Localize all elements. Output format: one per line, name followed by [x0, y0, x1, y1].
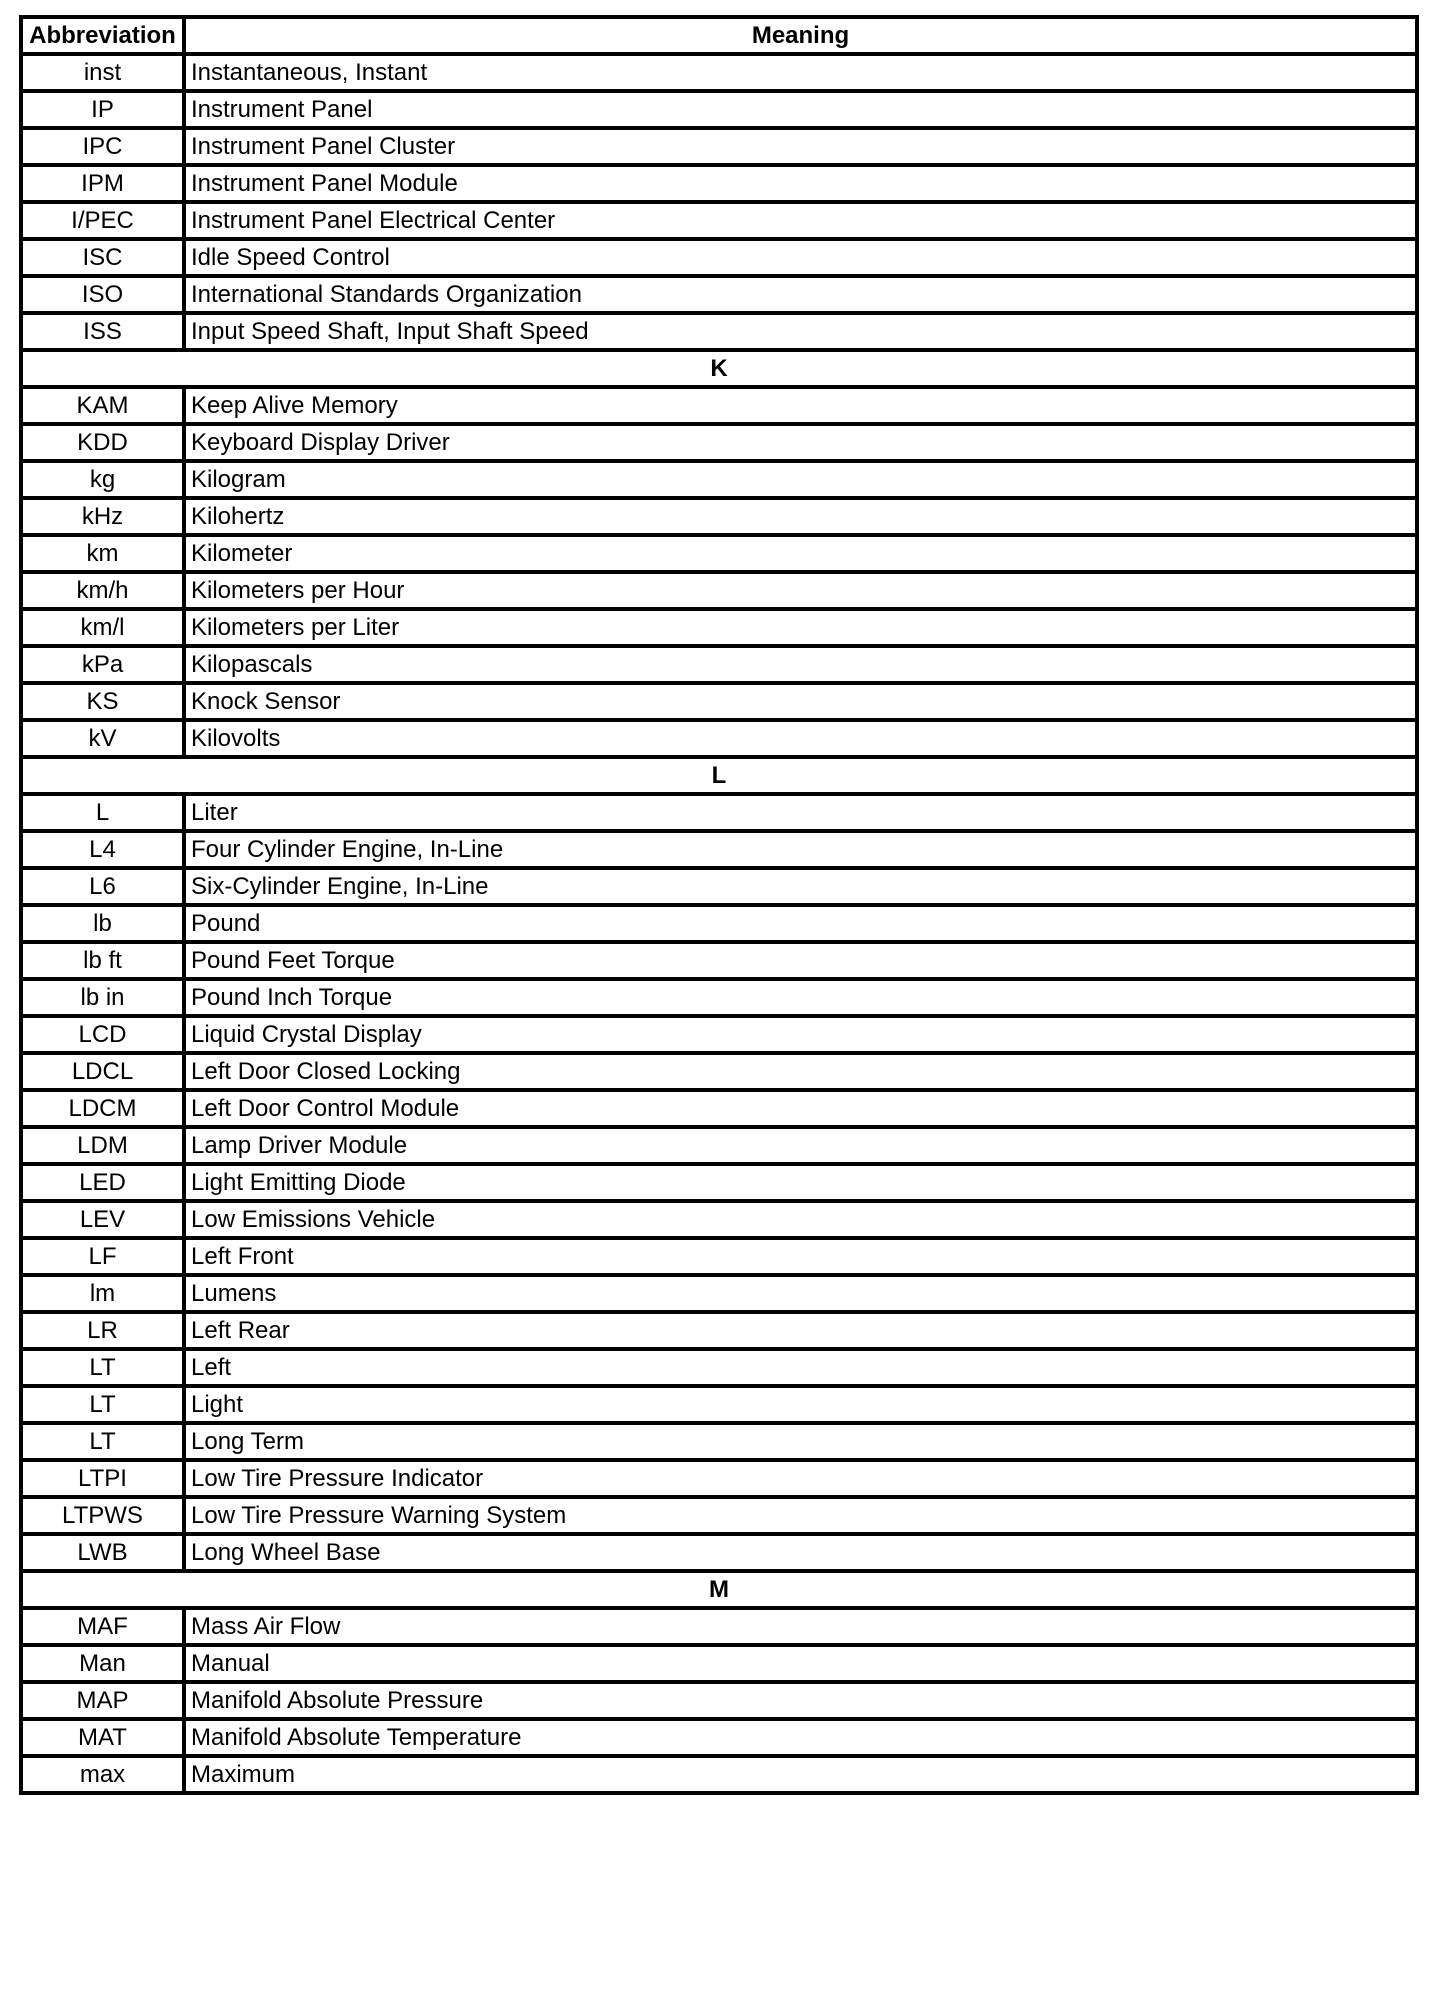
abbreviation-cell: inst [21, 54, 184, 91]
meaning-cell: Maximum [184, 1756, 1417, 1793]
abbreviation-cell: LTPI [21, 1460, 184, 1497]
abbreviation-cell: LWB [21, 1534, 184, 1571]
table-row [21, 1164, 1417, 1201]
abbreviation-cell: LDCM [21, 1090, 184, 1127]
meaning-cell: Instrument Panel [184, 91, 1417, 128]
meaning-cell: Kilopascals [184, 646, 1417, 683]
table-row [21, 91, 1417, 128]
abbreviation-cell: kHz [21, 498, 184, 535]
meaning-cell: Light [184, 1386, 1417, 1423]
abbreviation-cell: IP [21, 91, 184, 128]
table-row [21, 128, 1417, 165]
meaning-cell: Pound [184, 905, 1417, 942]
table-row [21, 202, 1417, 239]
meaning-cell: Long Term [184, 1423, 1417, 1460]
table-row [21, 1090, 1417, 1127]
table-row [21, 54, 1417, 91]
table-row [21, 424, 1417, 461]
meaning-column-header: Meaning [184, 17, 1417, 54]
abbreviation-cell: MAT [21, 1719, 184, 1756]
table-row [21, 1682, 1417, 1719]
meaning-cell: Lumens [184, 1275, 1417, 1312]
table-row [21, 165, 1417, 202]
meaning-cell: Manual [184, 1645, 1417, 1682]
meaning-cell: Left Rear [184, 1312, 1417, 1349]
meaning-cell: Left [184, 1349, 1417, 1386]
meaning-cell: Pound Inch Torque [184, 979, 1417, 1016]
abbreviation-cell: km/l [21, 609, 184, 646]
meaning-cell: Knock Sensor [184, 683, 1417, 720]
meaning-cell: Left Door Control Module [184, 1090, 1417, 1127]
abbreviation-cell: MAF [21, 1608, 184, 1645]
abbreviation-cell: km [21, 535, 184, 572]
abbreviation-cell: L6 [21, 868, 184, 905]
section-heading: M [21, 1571, 1417, 1608]
table-row [21, 572, 1417, 609]
table-row [21, 905, 1417, 942]
abbreviation-cell: L [21, 794, 184, 831]
table-body [21, 54, 1417, 1793]
abbreviation-cell: lb ft [21, 942, 184, 979]
table-row [21, 1349, 1417, 1386]
abbreviation-cell: Man [21, 1645, 184, 1682]
meaning-cell: Liter [184, 794, 1417, 831]
meaning-cell: Instantaneous, Instant [184, 54, 1417, 91]
meaning-cell: Idle Speed Control [184, 239, 1417, 276]
table-row [21, 461, 1417, 498]
meaning-cell: Low Tire Pressure Indicator [184, 1460, 1417, 1497]
abbreviation-cell: LED [21, 1164, 184, 1201]
abbreviation-cell: KDD [21, 424, 184, 461]
table-row [21, 1201, 1417, 1238]
meaning-cell: Light Emitting Diode [184, 1164, 1417, 1201]
abbreviation-cell: km/h [21, 572, 184, 609]
meaning-cell: Keyboard Display Driver [184, 424, 1417, 461]
meaning-cell: Kilometers per Liter [184, 609, 1417, 646]
meaning-cell: Left Door Closed Locking [184, 1053, 1417, 1090]
abbreviation-table [19, 15, 1419, 1795]
abbreviation-column-header: Abbreviation [21, 17, 184, 54]
meaning-cell: Four Cylinder Engine, In-Line [184, 831, 1417, 868]
table-row [21, 313, 1417, 350]
meaning-cell: Instrument Panel Electrical Center [184, 202, 1417, 239]
meaning-cell: Lamp Driver Module [184, 1127, 1417, 1164]
abbreviation-cell: kV [21, 720, 184, 757]
abbreviation-cell: LF [21, 1238, 184, 1275]
abbreviation-cell: ISC [21, 239, 184, 276]
abbreviation-cell: LR [21, 1312, 184, 1349]
table-row [21, 1497, 1417, 1534]
table-row [21, 1756, 1417, 1793]
abbreviation-cell: IPM [21, 165, 184, 202]
abbreviation-cell: LDCL [21, 1053, 184, 1090]
abbreviation-cell: LT [21, 1386, 184, 1423]
abbreviation-cell: ISS [21, 313, 184, 350]
table-row [21, 979, 1417, 1016]
table-row [21, 831, 1417, 868]
abbreviation-cell: lb [21, 905, 184, 942]
table-row [21, 1312, 1417, 1349]
table-header-row [21, 17, 1417, 54]
abbreviation-cell: kPa [21, 646, 184, 683]
abbreviation-cell: KS [21, 683, 184, 720]
section-row [21, 350, 1417, 387]
table-row [21, 609, 1417, 646]
section-row [21, 1571, 1417, 1608]
meaning-cell: Keep Alive Memory [184, 387, 1417, 424]
table-row [21, 535, 1417, 572]
meaning-cell: Mass Air Flow [184, 1608, 1417, 1645]
table-row [21, 1534, 1417, 1571]
meaning-cell: Pound Feet Torque [184, 942, 1417, 979]
abbreviation-cell: MAP [21, 1682, 184, 1719]
meaning-cell: Manifold Absolute Temperature [184, 1719, 1417, 1756]
abbreviation-cell: kg [21, 461, 184, 498]
meaning-cell: Instrument Panel Cluster [184, 128, 1417, 165]
section-heading: K [21, 350, 1417, 387]
meaning-cell: International Standards Organization [184, 276, 1417, 313]
table-row [21, 1238, 1417, 1275]
abbreviation-cell: max [21, 1756, 184, 1793]
meaning-cell: Six-Cylinder Engine, In-Line [184, 868, 1417, 905]
meaning-cell: Kilometer [184, 535, 1417, 572]
meaning-cell: Kilovolts [184, 720, 1417, 757]
table-row [21, 683, 1417, 720]
table-row [21, 1460, 1417, 1497]
table-row [21, 942, 1417, 979]
meaning-cell: Low Tire Pressure Warning System [184, 1497, 1417, 1534]
table-row [21, 498, 1417, 535]
meaning-cell: Manifold Absolute Pressure [184, 1682, 1417, 1719]
meaning-cell: Left Front [184, 1238, 1417, 1275]
abbreviation-cell: LDM [21, 1127, 184, 1164]
table-row [21, 646, 1417, 683]
abbreviation-cell: LTPWS [21, 1497, 184, 1534]
table-row [21, 1016, 1417, 1053]
abbreviation-cell: IPC [21, 128, 184, 165]
meaning-cell: Kilogram [184, 461, 1417, 498]
table-row [21, 1275, 1417, 1312]
abbreviation-cell: KAM [21, 387, 184, 424]
table-row [21, 1719, 1417, 1756]
abbreviation-cell: I/PEC [21, 202, 184, 239]
abbreviation-cell: ISO [21, 276, 184, 313]
abbreviation-cell: LT [21, 1349, 184, 1386]
table-row [21, 387, 1417, 424]
table-row [21, 1608, 1417, 1645]
abbreviation-cell: LT [21, 1423, 184, 1460]
table-row [21, 868, 1417, 905]
table-row [21, 720, 1417, 757]
abbreviation-cell: LEV [21, 1201, 184, 1238]
abbreviation-cell: L4 [21, 831, 184, 868]
table-row [21, 1053, 1417, 1090]
table-row [21, 794, 1417, 831]
meaning-cell: Long Wheel Base [184, 1534, 1417, 1571]
abbreviation-cell: LCD [21, 1016, 184, 1053]
table-row [21, 1423, 1417, 1460]
table-row [21, 1127, 1417, 1164]
section-heading: L [21, 757, 1417, 794]
meaning-cell: Kilometers per Hour [184, 572, 1417, 609]
table-row [21, 1645, 1417, 1682]
abbreviation-cell: lm [21, 1275, 184, 1312]
table-row [21, 276, 1417, 313]
meaning-cell: Kilohertz [184, 498, 1417, 535]
abbreviation-cell: lb in [21, 979, 184, 1016]
table-row [21, 239, 1417, 276]
meaning-cell: Low Emissions Vehicle [184, 1201, 1417, 1238]
meaning-cell: Instrument Panel Module [184, 165, 1417, 202]
table-row [21, 1386, 1417, 1423]
meaning-cell: Input Speed Shaft, Input Shaft Speed [184, 313, 1417, 350]
section-row [21, 757, 1417, 794]
meaning-cell: Liquid Crystal Display [184, 1016, 1417, 1053]
